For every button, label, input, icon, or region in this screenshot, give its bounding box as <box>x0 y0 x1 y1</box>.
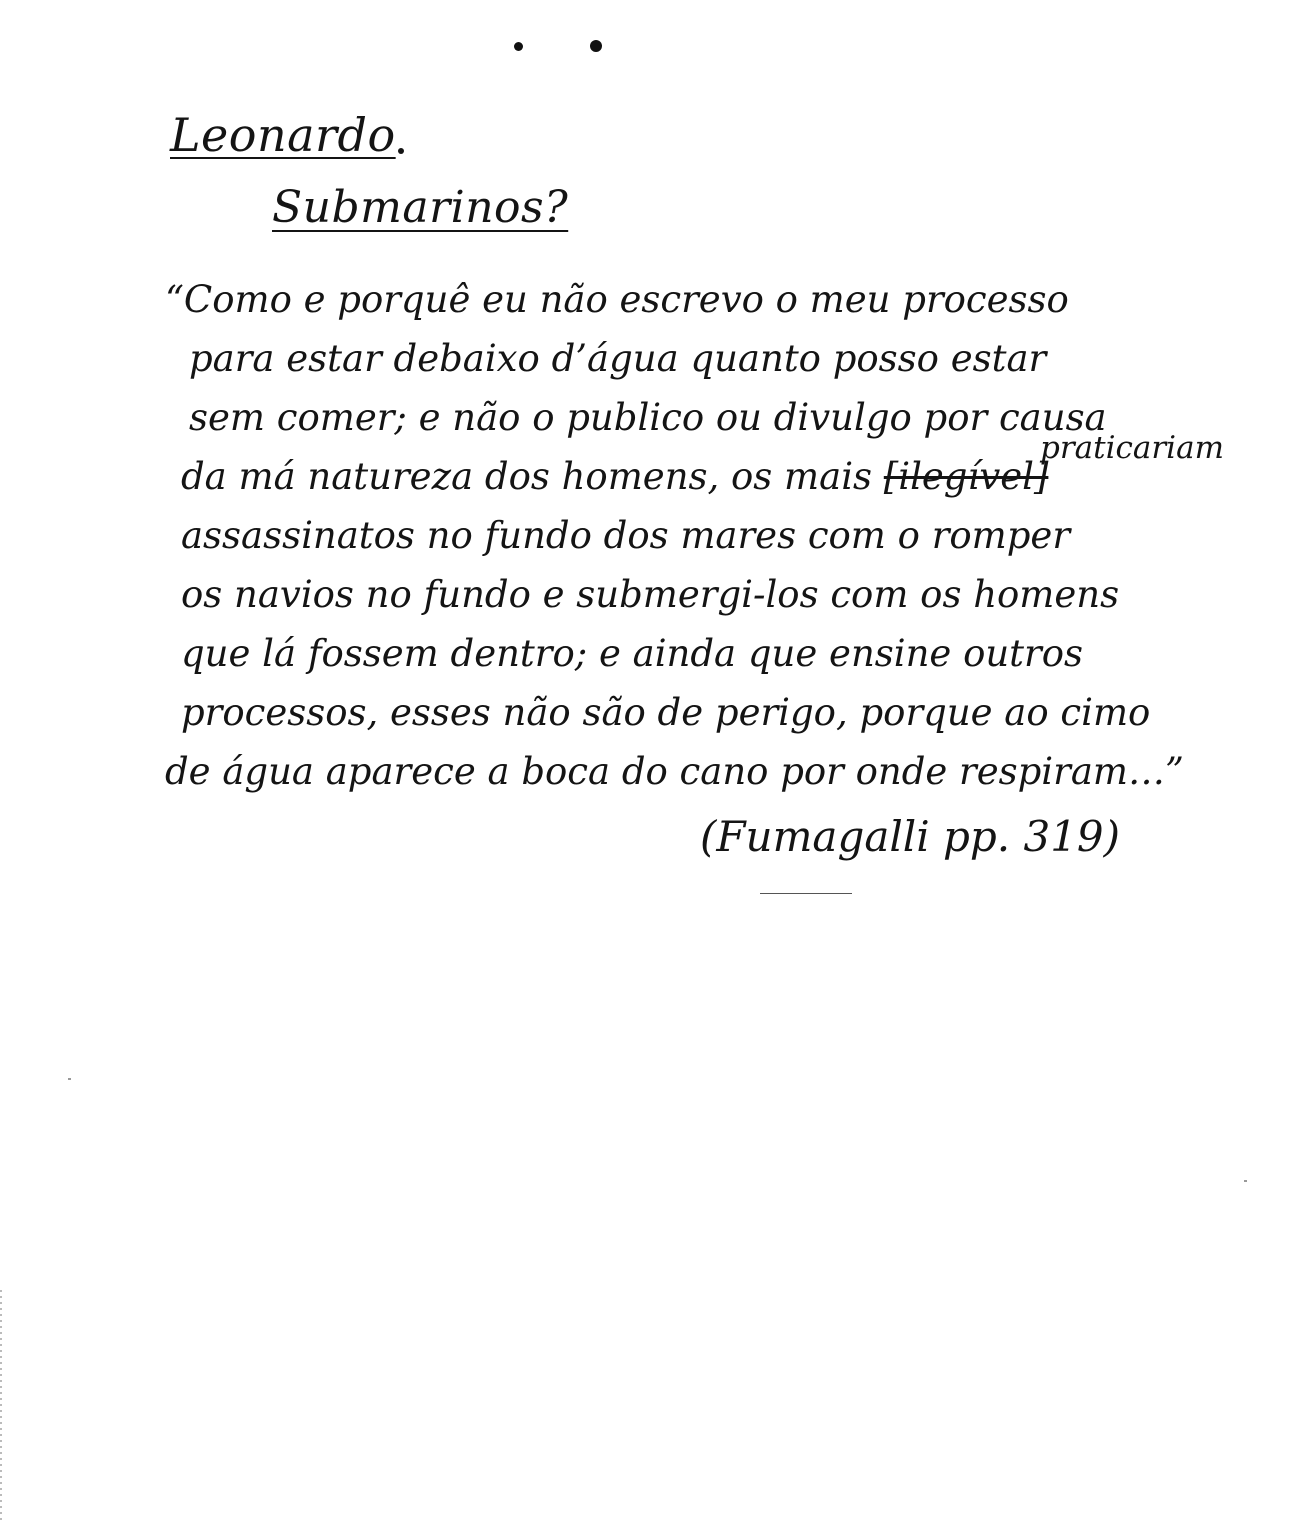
quote-line-8: processos, esses não são de perigo, porque ao cimo <box>181 691 1151 734</box>
source-citation: (Fumagalli pp. 319) <box>700 812 1121 861</box>
struck-word: [ilegível] <box>883 455 1049 498</box>
quote-line-7: que lá fossem dentro; e ainda que ensine outros <box>181 632 1084 675</box>
quote-line-4 <box>165 447 1275 506</box>
paper-speck <box>1244 1180 1247 1182</box>
quote-body <box>165 270 1275 801</box>
scan-edge <box>0 1290 2 1520</box>
quote-line-6: os navios no fundo e submergi-los com os homens <box>181 573 1120 616</box>
document-subtitle: Submarinos? <box>272 182 569 233</box>
quote-line-5: assassinatos no fundo dos mares com o romper <box>181 514 1071 557</box>
quote-line-9: de água aparece a boca do cano por onde respiram…” <box>165 750 1184 793</box>
quote-line-1: “Como e porquê eu não escrevo o meu processo <box>165 278 1069 321</box>
punch-hole-mark <box>514 42 523 51</box>
quote-line-4-text: da má natureza dos homens, os mais <box>181 455 873 498</box>
closing-rule <box>760 893 852 894</box>
title-period <box>398 148 404 154</box>
quote-line-3-text: sem comer; e não o publico ou divulgo por causa <box>189 396 1107 439</box>
punch-hole-mark <box>590 40 602 52</box>
document-title: Leonardo <box>170 108 396 162</box>
interlinear-insertion: praticariam <box>1040 430 1224 466</box>
quote-line-3 <box>165 388 1275 447</box>
paper-speck <box>68 1078 71 1080</box>
quote-line-2: para estar debaixo d’água quanto posso estar <box>189 337 1047 380</box>
